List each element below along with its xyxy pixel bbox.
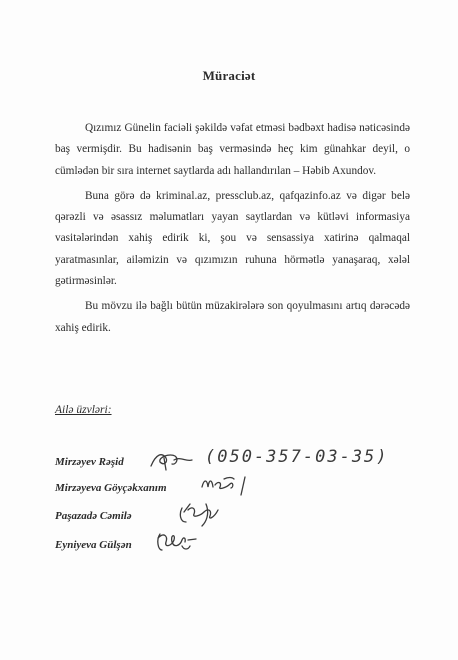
member-name-1: Mirzəyev Rəşid bbox=[55, 456, 124, 468]
member-name-4: Eyniyeva Gülşən bbox=[55, 539, 132, 551]
document-body bbox=[55, 118, 410, 343]
member-name-2: Mirzəyeva Göyçəkxanım bbox=[55, 482, 167, 494]
signature-1 bbox=[148, 448, 194, 472]
member-name-3: Paşazadə Cəmilə bbox=[55, 510, 132, 522]
paragraph-3: Bu mövzu ilə bağlı bütün müzakirələrə son qoyulmasını artıq dərəcədə xahiş edirik. bbox=[55, 300, 410, 334]
paragraph-1: Qızımız Günelin faciəli şəkildə vəfat etməsi bədbəxt hadisə nəticəsində baş vermişdir. Bu hadisənin baş verməsində heç kim günahkar deyil, o cümlədən bir sıra internet saytlarda adı hallandırılan – Həbib Axundov. bbox=[55, 122, 410, 177]
paragraph-2: Buna görə də kriminal.az, pressclub.az, qafqazinfo.az və digər belə qərəzli və əsassız məlumatları yayan saytlardan və kütləvi informasiya vasitələrindən xahiş edirik ki, şou və sensassiya xatirinə qalmaqal yaratmasınlar, ailəmizin və qızımızın ruhuna hörmətlə yanaşaraq, xələl gətirməsinlər. bbox=[55, 189, 410, 288]
handwritten-phone-number: (050-357-03-35) bbox=[205, 447, 389, 467]
signature-2 bbox=[198, 473, 250, 497]
signature-4 bbox=[152, 528, 198, 554]
family-members-label: Ailə üzvləri: bbox=[55, 404, 112, 416]
document-title: Müraciət bbox=[202, 68, 256, 83]
signature-3 bbox=[176, 500, 220, 528]
